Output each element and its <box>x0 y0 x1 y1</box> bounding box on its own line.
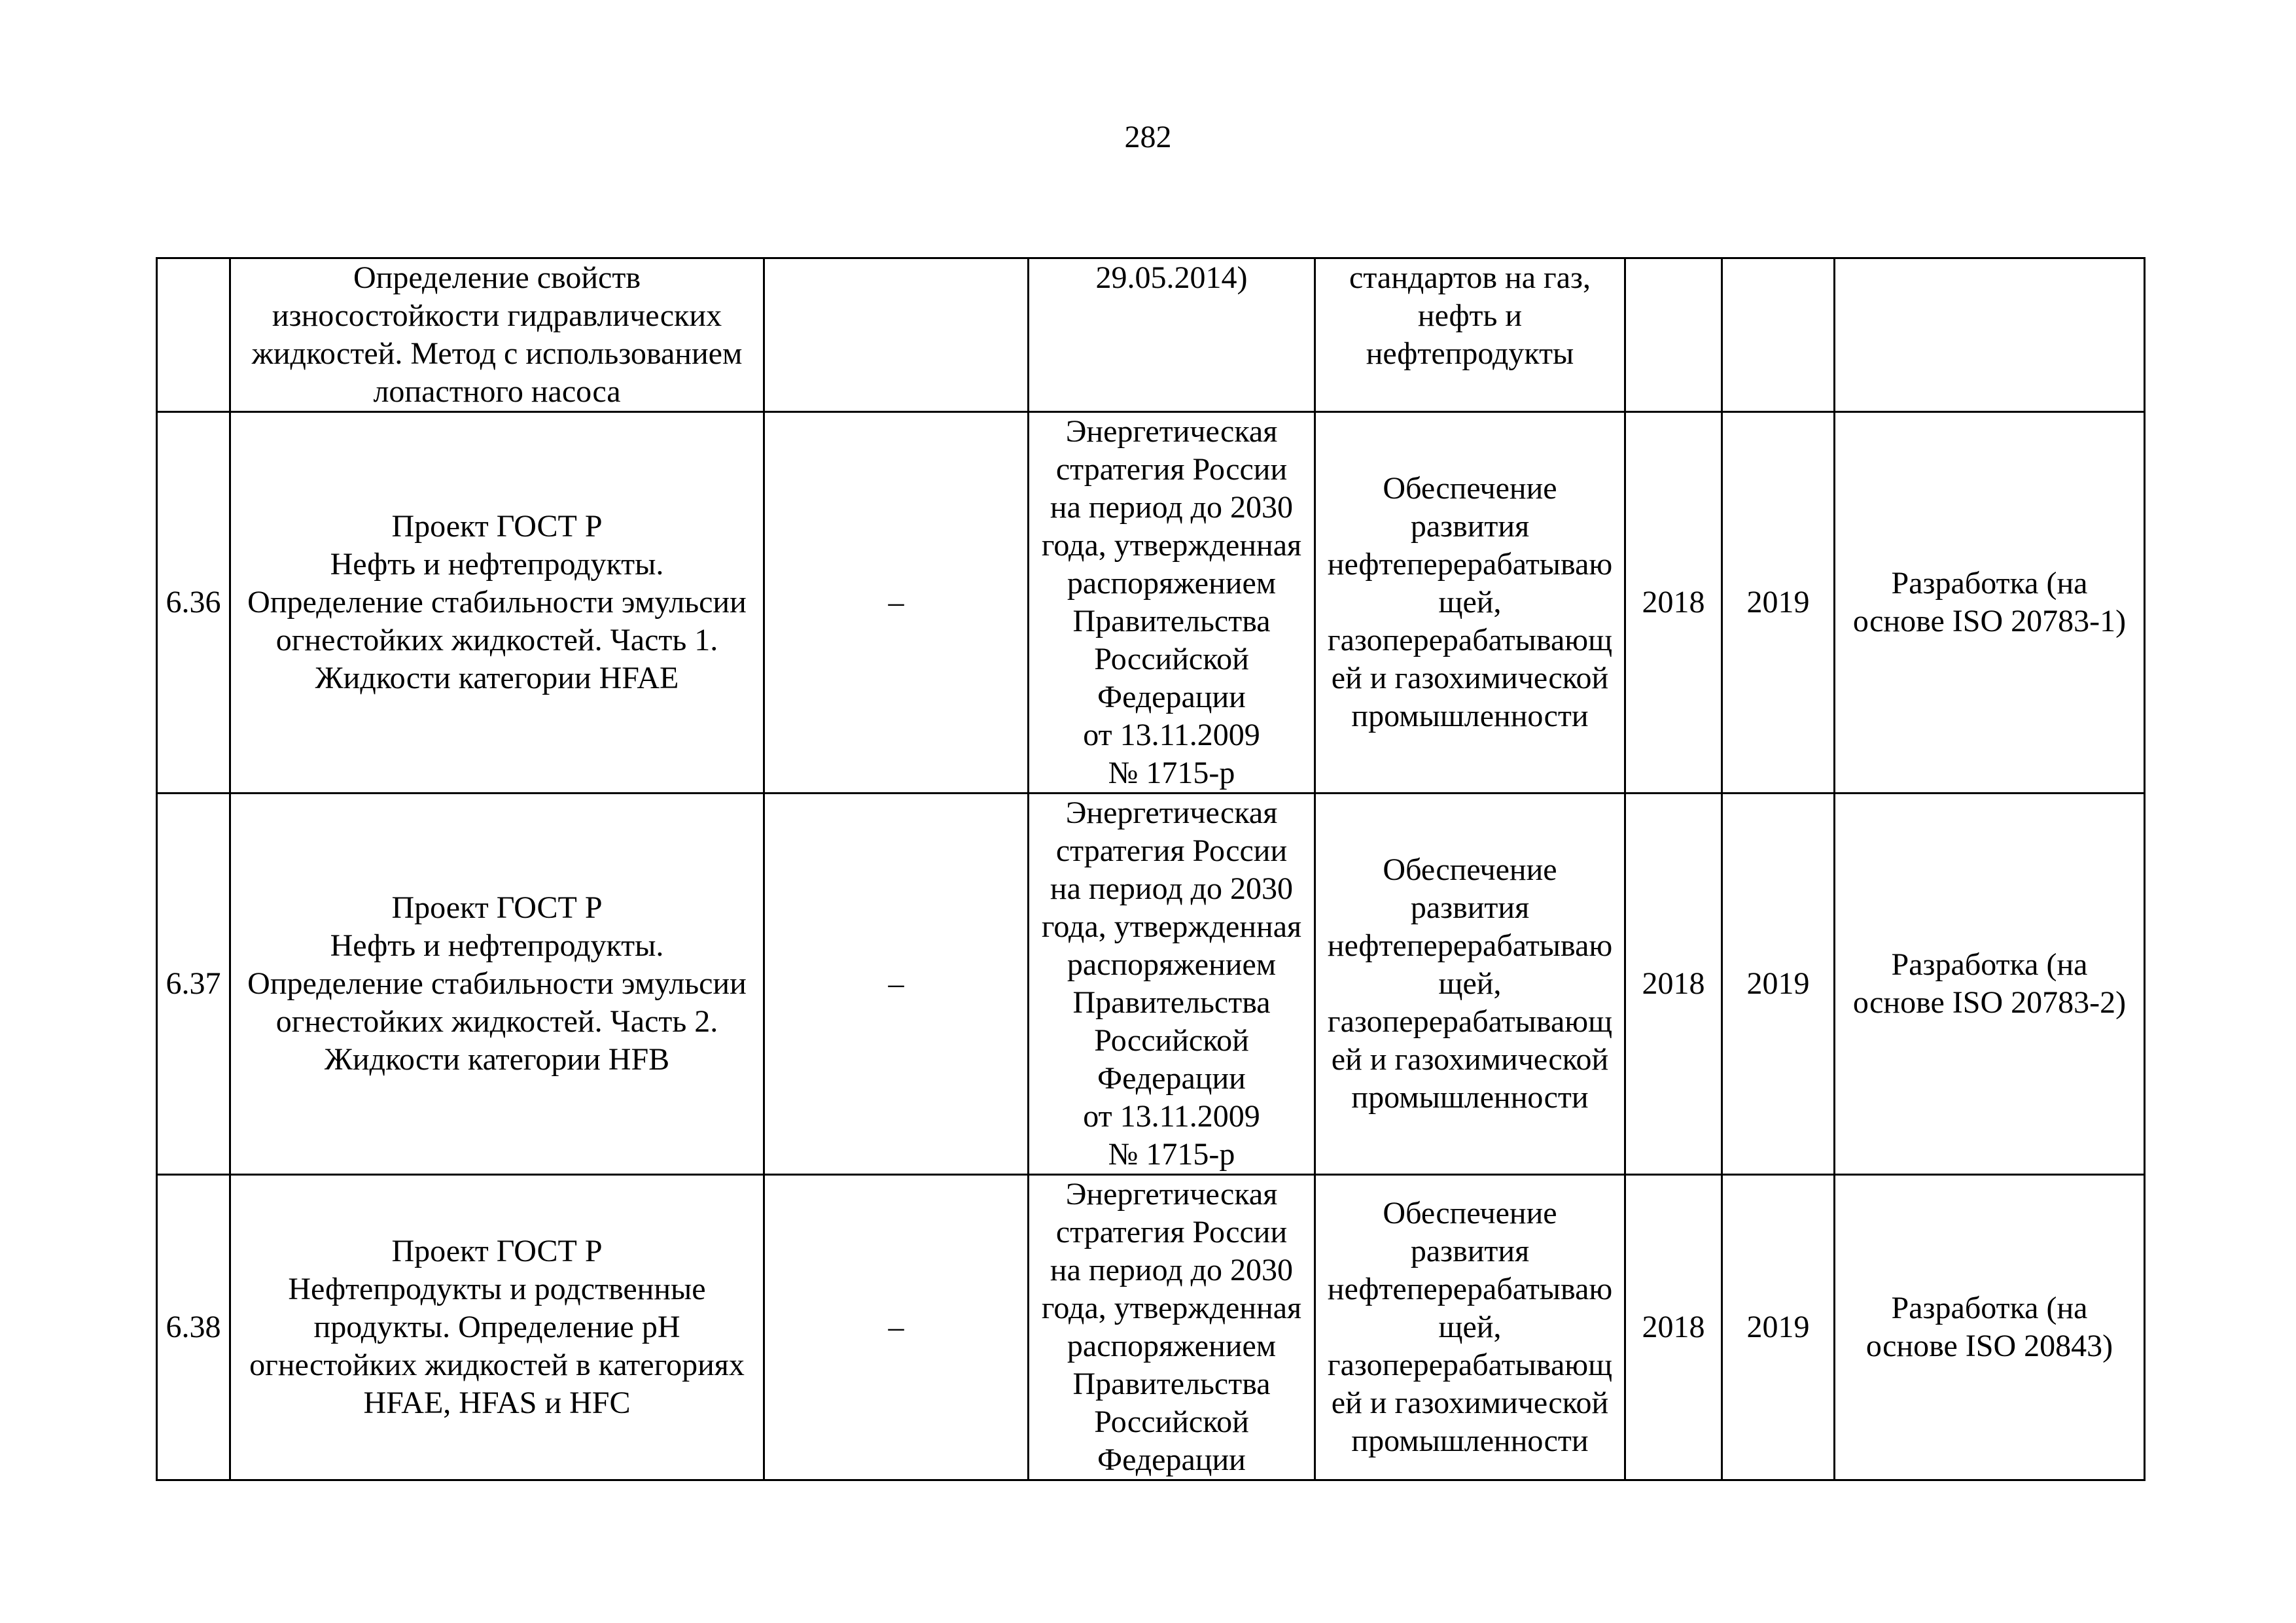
cell-purpose: Обеспечение развития нефтеперерабатываю щей, газоперерабатывающ ей и газохимической промышленности <box>1315 794 1625 1175</box>
cell-start-year: 2018 <box>1625 794 1722 1175</box>
cell-designation <box>764 258 1029 412</box>
cell-basis: Энергетическая стратегия России на период до 2030 года, утвержденная распоряжением Правительства Российской Федерации от 13.11.2009 № 1715-р <box>1029 794 1315 1175</box>
standards-table <box>156 257 2146 1481</box>
cell-name: Проект ГОСТ Р Нефтепродукты и родственные продукты. Определение pH огнестойких жидкостей в категориях HFAE, HFAS и HFC <box>230 1175 764 1480</box>
cell-number <box>157 258 230 412</box>
cell-end-year: 2019 <box>1722 794 1835 1175</box>
cell-purpose: Обеспечение развития нефтеперерабатываю щей, газоперерабатывающ ей и газохимической промышленности <box>1315 412 1625 794</box>
cell-end-year <box>1722 258 1835 412</box>
cell-purpose: стандартов на газ, нефть и нефтепродукты <box>1315 258 1625 412</box>
table-row <box>157 1175 2145 1480</box>
cell-designation: – <box>764 794 1029 1175</box>
table-row <box>157 794 2145 1175</box>
cell-basis: Энергетическая стратегия России на период до 2030 года, утвержденная распоряжением Правительства Российской Федерации <box>1029 1175 1315 1480</box>
cell-purpose: Обеспечение развития нефтеперерабатываю щей, газоперерабатывающ ей и газохимической промышленности <box>1315 1175 1625 1480</box>
cell-designation: – <box>764 1175 1029 1480</box>
cell-note: Разработка (на основе ISO 20843) <box>1835 1175 2145 1480</box>
cell-name: Проект ГОСТ Р Нефть и нефтепродукты. Определение стабильности эмульсии огнестойких жидкостей. Часть 2. Жидкости категории HFB <box>230 794 764 1175</box>
cell-number: 6.37 <box>157 794 230 1175</box>
cell-basis: Энергетическая стратегия России на период до 2030 года, утвержденная распоряжением Правительства Российской Федерации от 13.11.2009 № 1715-р <box>1029 412 1315 794</box>
table-row-continued <box>157 258 2145 412</box>
table-row <box>157 412 2145 794</box>
cell-end-year: 2019 <box>1722 1175 1835 1480</box>
cell-designation: – <box>764 412 1029 794</box>
cell-note <box>1835 258 2145 412</box>
cell-number: 6.38 <box>157 1175 230 1480</box>
cell-name: Проект ГОСТ Р Нефть и нефтепродукты. Определение стабильности эмульсии огнестойких жидкостей. Часть 1. Жидкости категории HFAE <box>230 412 764 794</box>
cell-basis: 29.05.2014) <box>1029 258 1315 412</box>
cell-end-year: 2019 <box>1722 412 1835 794</box>
page-number: 282 <box>1124 120 1172 154</box>
cell-start-year <box>1625 258 1722 412</box>
cell-name: Определение свойств износостойкости гидравлических жидкостей. Метод с использованием лопастного насоса <box>230 258 764 412</box>
cell-start-year: 2018 <box>1625 412 1722 794</box>
cell-note: Разработка (на основе ISO 20783-1) <box>1835 412 2145 794</box>
cell-start-year: 2018 <box>1625 1175 1722 1480</box>
cell-note: Разработка (на основе ISO 20783-2) <box>1835 794 2145 1175</box>
cell-number: 6.36 <box>157 412 230 794</box>
